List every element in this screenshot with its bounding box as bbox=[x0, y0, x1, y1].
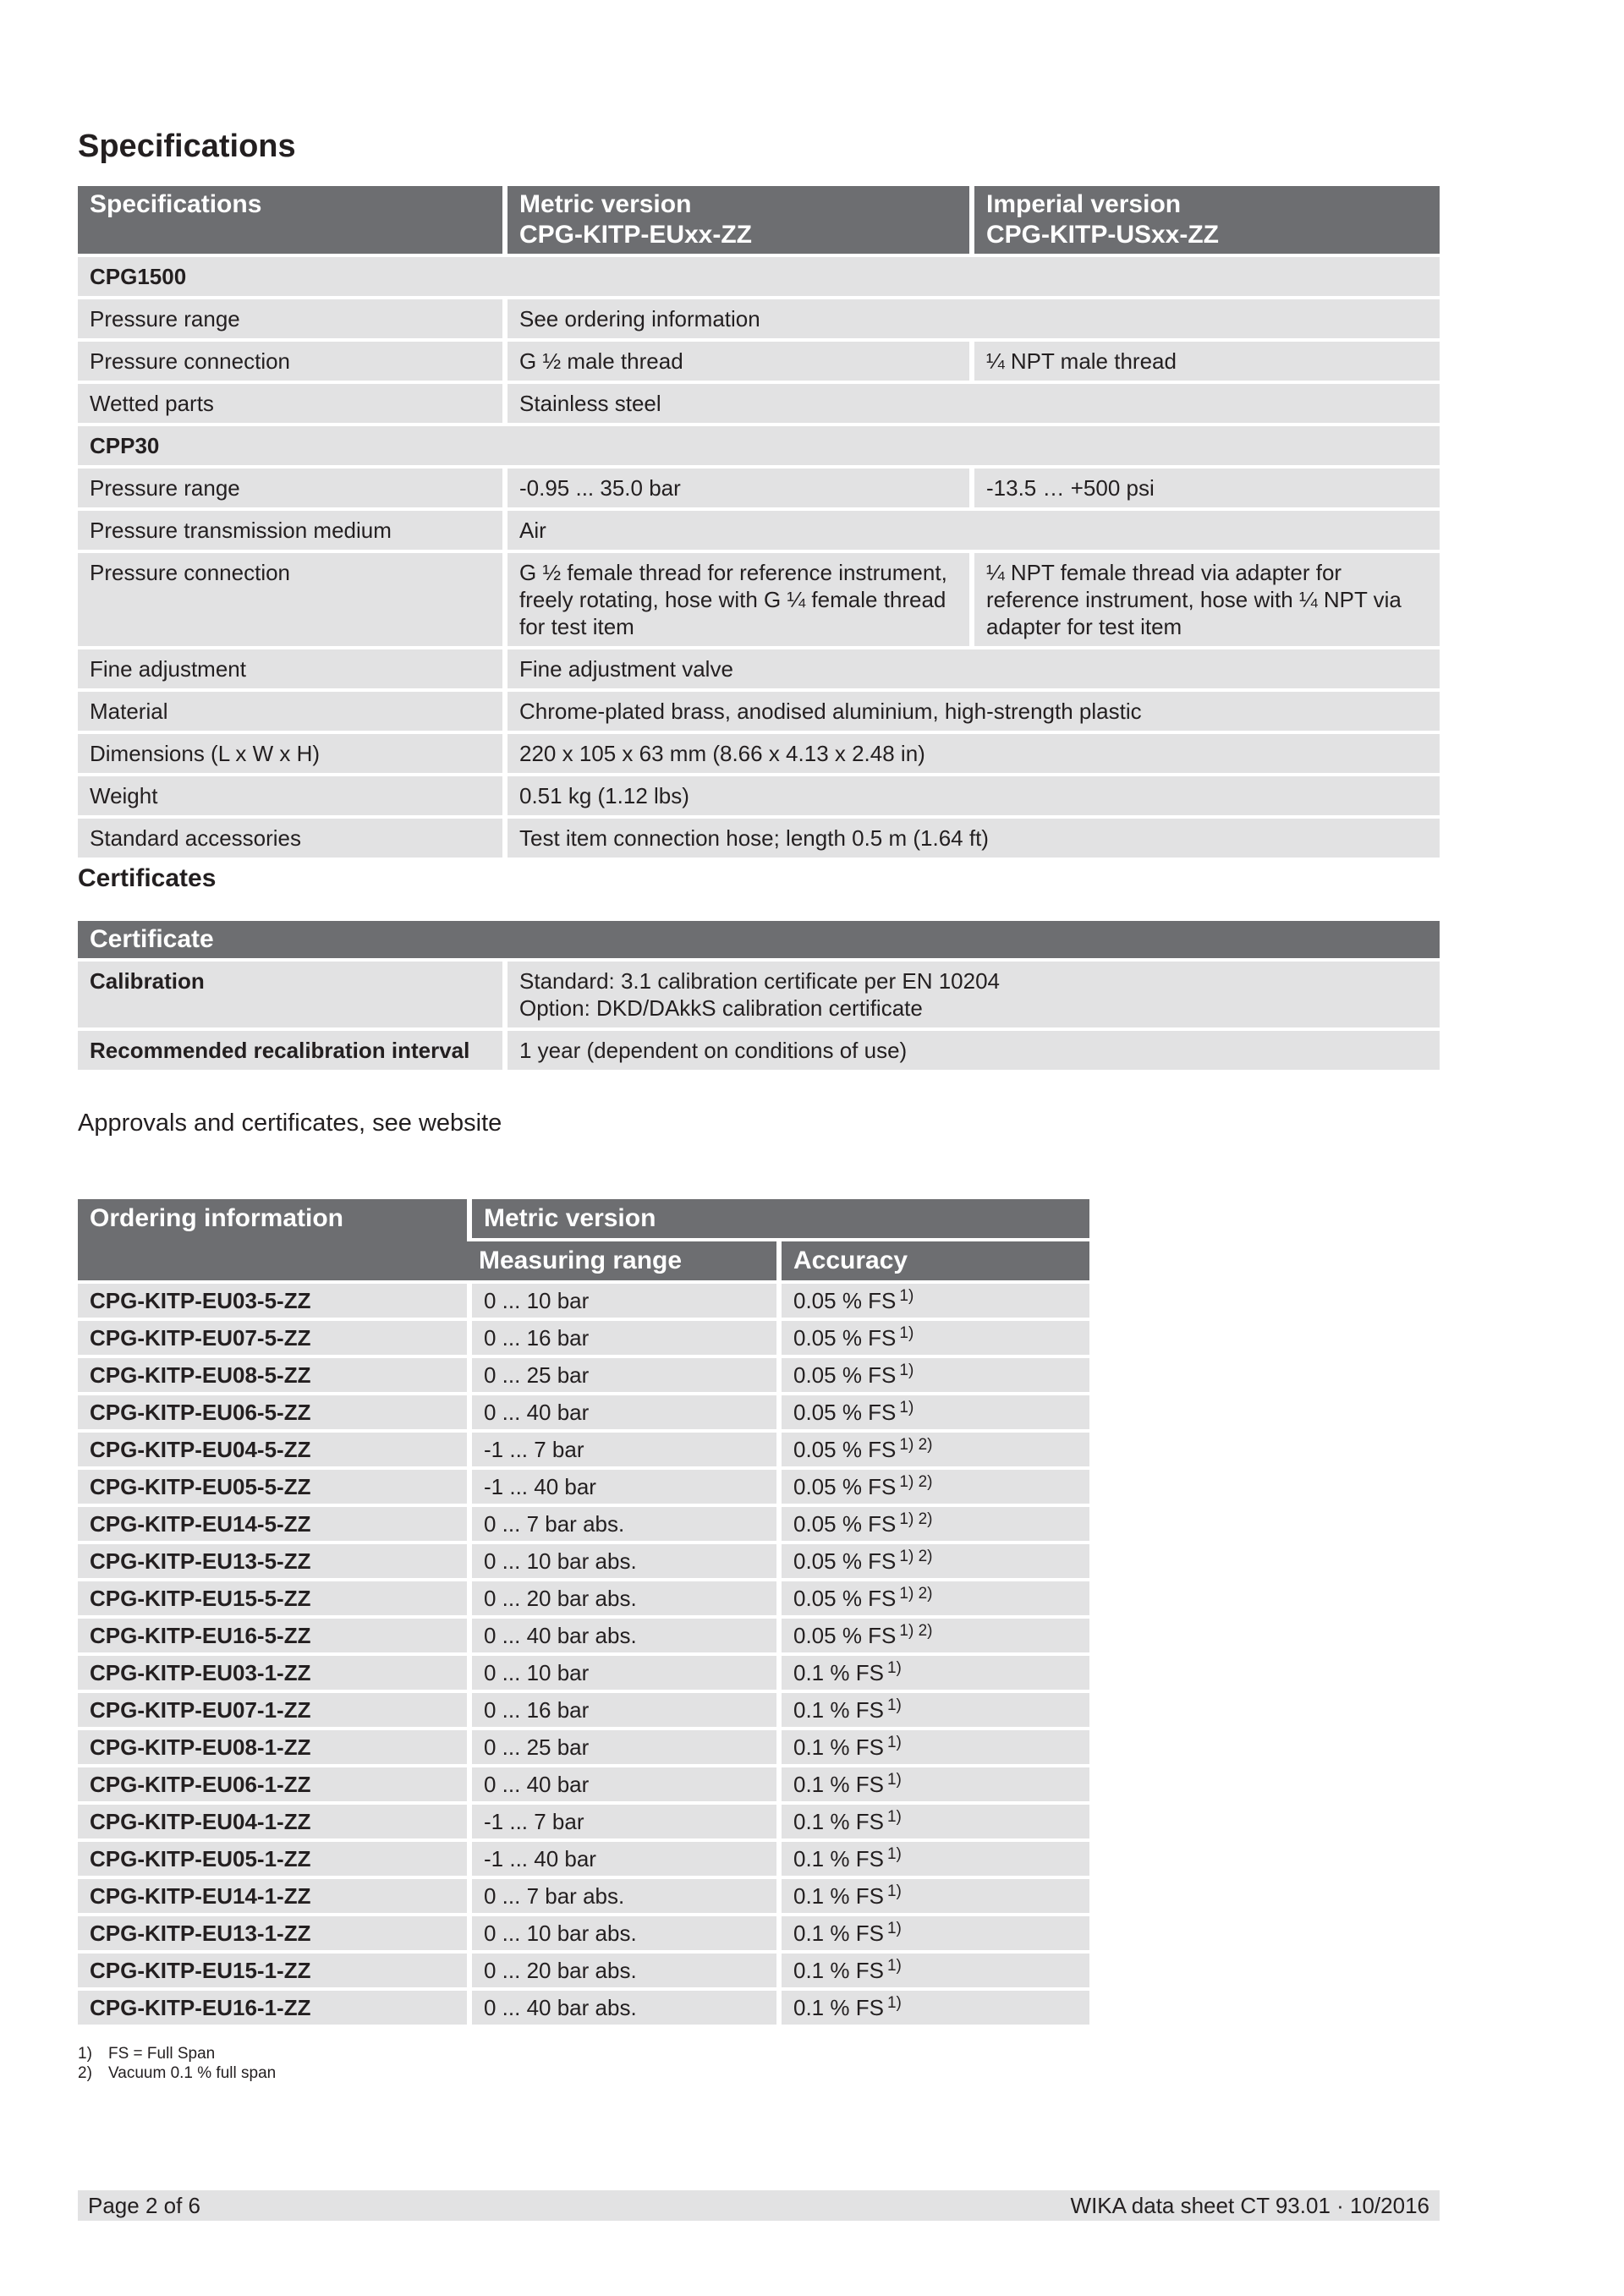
spec-row bbox=[78, 553, 1440, 646]
order-accuracy-cell bbox=[776, 1470, 1089, 1504]
spec-row bbox=[78, 299, 1440, 338]
spec-row bbox=[78, 776, 1440, 815]
order-accuracy: 0.1 % FS bbox=[793, 1772, 884, 1797]
order-accuracy-cell bbox=[776, 1544, 1089, 1578]
spec-value: Stainless steel bbox=[502, 384, 1440, 423]
order-accuracy: 0.1 % FS bbox=[793, 1995, 884, 2020]
order-range: 0 ... 7 bar abs. bbox=[467, 1879, 776, 1913]
page-footer bbox=[78, 2190, 1440, 2221]
order-accuracy: 0.1 % FS bbox=[793, 1921, 884, 1946]
spec-group-title: CPP30 bbox=[78, 426, 1440, 465]
certificates-table bbox=[78, 918, 1440, 1073]
page-number: Page 2 of 6 bbox=[88, 2193, 200, 2218]
order-footnote-ref: 1) 2) bbox=[899, 1585, 933, 1603]
order-row bbox=[78, 1656, 1089, 1690]
order-accuracy: 0.05 % FS bbox=[793, 1362, 897, 1388]
order-code: CPG-KITP-EU06-1-ZZ bbox=[78, 1767, 467, 1801]
order-row bbox=[78, 1544, 1089, 1578]
spec-value: 0.51 kg (1.12 lbs) bbox=[502, 776, 1440, 815]
order-range: 0 ... 20 bar abs. bbox=[467, 1954, 776, 1987]
spec-row bbox=[78, 511, 1440, 550]
spec-row bbox=[78, 469, 1440, 507]
order-accuracy: 0.05 % FS bbox=[793, 1437, 897, 1462]
cert-header-row bbox=[78, 921, 1440, 958]
order-range: 0 ... 40 bar bbox=[467, 1395, 776, 1429]
spec-label: Pressure connection bbox=[78, 553, 502, 646]
order-footnote-ref: 1) bbox=[886, 1734, 902, 1751]
spec-label: Pressure range bbox=[78, 469, 502, 507]
order-accuracy: 0.05 % FS bbox=[793, 1400, 897, 1425]
order-accuracy-cell bbox=[776, 1916, 1089, 1950]
order-range: -1 ... 7 bar bbox=[467, 1433, 776, 1466]
order-row bbox=[78, 1395, 1089, 1429]
order-row bbox=[78, 1730, 1089, 1764]
order-footnote-ref: 1) bbox=[899, 1324, 914, 1342]
order-accuracy: 0.05 % FS bbox=[793, 1623, 897, 1648]
order-range: 0 ... 7 bar abs. bbox=[467, 1507, 776, 1541]
spec-header-row bbox=[78, 186, 1440, 254]
order-accuracy: 0.05 % FS bbox=[793, 1474, 897, 1499]
ordering-table bbox=[78, 1196, 1089, 2028]
order-header-metric: Metric version bbox=[467, 1199, 1089, 1238]
footnote-number: 1) bbox=[78, 2045, 92, 2063]
spec-row bbox=[78, 819, 1440, 858]
order-footnote-ref: 1) bbox=[886, 1808, 902, 1826]
footnote-number: 2) bbox=[78, 2064, 92, 2082]
order-accuracy: 0.1 % FS bbox=[793, 1883, 884, 1909]
order-accuracy: 0.1 % FS bbox=[793, 1958, 884, 1983]
order-accuracy: 0.05 % FS bbox=[793, 1548, 897, 1574]
spec-value: Test item connection hose; length 0.5 m (1.64 ft) bbox=[502, 819, 1440, 858]
order-accuracy-cell bbox=[776, 1395, 1089, 1429]
spec-label: Standard accessories bbox=[78, 819, 502, 858]
certificates-heading: Certificates bbox=[78, 864, 217, 892]
order-range: 0 ... 10 bar bbox=[467, 1284, 776, 1318]
cert-row bbox=[78, 1031, 1440, 1070]
order-range: 0 ... 20 bar abs. bbox=[467, 1581, 776, 1615]
order-footnote-ref: 1) 2) bbox=[899, 1548, 933, 1565]
order-code: CPG-KITP-EU14-1-ZZ bbox=[78, 1879, 467, 1913]
order-footnote-ref: 1) bbox=[886, 1994, 902, 2012]
page-title: Specifications bbox=[78, 129, 296, 164]
spec-value: Air bbox=[502, 511, 1440, 550]
order-range: -1 ... 40 bar bbox=[467, 1842, 776, 1876]
order-row bbox=[78, 1842, 1089, 1876]
order-row bbox=[78, 1581, 1089, 1615]
order-footnote-ref: 1) bbox=[886, 1920, 902, 1937]
spec-group-title: CPG1500 bbox=[78, 257, 1440, 296]
spec-row bbox=[78, 342, 1440, 381]
order-footnote-ref: 1) bbox=[899, 1287, 914, 1305]
order-accuracy: 0.1 % FS bbox=[793, 1697, 884, 1723]
order-footnote-ref: 1) bbox=[886, 1882, 902, 1900]
order-header-row-1 bbox=[78, 1199, 1089, 1238]
spec-label: Pressure connection bbox=[78, 342, 502, 381]
spec-value: See ordering information bbox=[502, 299, 1440, 338]
spec-metric-value: G ½ female thread for reference instrument, freely rotating, hose with G ¼ female thread for test item bbox=[502, 553, 969, 646]
order-footnote-ref: 1) 2) bbox=[899, 1510, 933, 1528]
spec-imperial-value: -13.5 … +500 psi bbox=[969, 469, 1440, 507]
order-accuracy: 0.1 % FS bbox=[793, 1660, 884, 1685]
order-code: CPG-KITP-EU04-5-ZZ bbox=[78, 1433, 467, 1466]
order-accuracy: 0.1 % FS bbox=[793, 1809, 884, 1834]
order-code: CPG-KITP-EU15-1-ZZ bbox=[78, 1954, 467, 1987]
cert-label: Calibration bbox=[78, 962, 502, 1027]
order-footnote-ref: 1) bbox=[899, 1362, 914, 1379]
order-footnote-ref: 1) bbox=[899, 1399, 914, 1417]
order-accuracy: 0.05 % FS bbox=[793, 1511, 897, 1537]
order-code: CPG-KITP-EU16-5-ZZ bbox=[78, 1619, 467, 1652]
spec-group-row bbox=[78, 426, 1440, 465]
order-code: CPG-KITP-EU14-5-ZZ bbox=[78, 1507, 467, 1541]
spec-row bbox=[78, 734, 1440, 773]
spec-imperial-value: ¼ NPT male thread bbox=[969, 342, 1440, 381]
spec-metric-value: G ½ male thread bbox=[502, 342, 969, 381]
spec-label: Dimensions (L x W x H) bbox=[78, 734, 502, 773]
spec-header-specifications bbox=[78, 186, 502, 254]
order-code: CPG-KITP-EU07-5-ZZ bbox=[78, 1321, 467, 1355]
order-row bbox=[78, 1879, 1089, 1913]
order-range: 0 ... 10 bar abs. bbox=[467, 1544, 776, 1578]
order-code: CPG-KITP-EU04-1-ZZ bbox=[78, 1805, 467, 1838]
order-code: CPG-KITP-EU06-5-ZZ bbox=[78, 1395, 467, 1429]
spec-row bbox=[78, 384, 1440, 423]
spec-label: Weight bbox=[78, 776, 502, 815]
order-accuracy-cell bbox=[776, 1879, 1089, 1913]
order-accuracy: 0.1 % FS bbox=[793, 1846, 884, 1871]
order-row bbox=[78, 1619, 1089, 1652]
order-row bbox=[78, 1433, 1089, 1466]
order-code: CPG-KITP-EU03-1-ZZ bbox=[78, 1656, 467, 1690]
order-accuracy: 0.05 % FS bbox=[793, 1325, 897, 1351]
order-footnote-ref: 1) bbox=[886, 1771, 902, 1789]
order-footnote-ref: 1) bbox=[886, 1696, 902, 1714]
spec-row bbox=[78, 649, 1440, 688]
order-row bbox=[78, 1693, 1089, 1727]
order-accuracy: 0.05 % FS bbox=[793, 1288, 897, 1313]
order-accuracy-cell bbox=[776, 1507, 1089, 1541]
order-accuracy-cell bbox=[776, 1842, 1089, 1876]
order-range: 0 ... 25 bar bbox=[467, 1730, 776, 1764]
order-code: CPG-KITP-EU13-1-ZZ bbox=[78, 1916, 467, 1950]
order-range: 0 ... 16 bar bbox=[467, 1693, 776, 1727]
spec-label: Wetted parts bbox=[78, 384, 502, 423]
order-range: 0 ... 10 bar bbox=[467, 1656, 776, 1690]
spec-metric-value: -0.95 ... 35.0 bar bbox=[502, 469, 969, 507]
spec-header-metric: Metric version CPG-KITP-EUxx-ZZ bbox=[502, 186, 969, 254]
order-accuracy-cell bbox=[776, 1730, 1089, 1764]
cert-label: Recommended recalibration interval bbox=[78, 1031, 502, 1070]
spec-label: Pressure range bbox=[78, 299, 502, 338]
order-accuracy-cell bbox=[776, 1433, 1089, 1466]
order-code: CPG-KITP-EU03-5-ZZ bbox=[78, 1284, 467, 1318]
order-code: CPG-KITP-EU16-1-ZZ bbox=[78, 1991, 467, 2025]
footnotes bbox=[78, 2044, 276, 2083]
cert-value: Standard: 3.1 calibration certificate per EN 10204 Option: DKD/DAkkS calibration certificate bbox=[502, 962, 1440, 1027]
spec-value: Fine adjustment valve bbox=[502, 649, 1440, 688]
order-footnote-ref: 1) 2) bbox=[899, 1473, 933, 1491]
order-accuracy-cell bbox=[776, 1693, 1089, 1727]
order-accuracy-cell bbox=[776, 1581, 1089, 1615]
order-footnote-ref: 1) bbox=[886, 1659, 902, 1677]
order-accuracy-cell bbox=[776, 1619, 1089, 1652]
spec-imperial-value: ¼ NPT female thread via adapter for reference instrument, hose with ¼ NPT via adapter for test item bbox=[969, 553, 1440, 646]
order-code: CPG-KITP-EU08-1-ZZ bbox=[78, 1730, 467, 1764]
order-code: CPG-KITP-EU05-5-ZZ bbox=[78, 1470, 467, 1504]
order-code: CPG-KITP-EU15-5-ZZ bbox=[78, 1581, 467, 1615]
order-row bbox=[78, 1805, 1089, 1838]
order-row bbox=[78, 1767, 1089, 1801]
document-reference: WIKA data sheet CT 93.01 · 10/2016 bbox=[1070, 2193, 1429, 2218]
order-range: 0 ... 25 bar bbox=[467, 1358, 776, 1392]
order-accuracy-cell bbox=[776, 1656, 1089, 1690]
order-code: CPG-KITP-EU05-1-ZZ bbox=[78, 1842, 467, 1876]
order-row bbox=[78, 1321, 1089, 1355]
spec-header-imperial: Imperial version CPG-KITP-USxx-ZZ bbox=[969, 186, 1440, 254]
cert-row bbox=[78, 962, 1440, 1027]
order-row bbox=[78, 1507, 1089, 1541]
cert-header: Certificate bbox=[78, 921, 1440, 958]
footnote bbox=[78, 2044, 276, 2063]
order-accuracy-cell bbox=[776, 1358, 1089, 1392]
order-row bbox=[78, 1470, 1089, 1504]
order-code: CPG-KITP-EU13-5-ZZ bbox=[78, 1544, 467, 1578]
order-range: -1 ... 7 bar bbox=[467, 1805, 776, 1838]
order-range: 0 ... 16 bar bbox=[467, 1321, 776, 1355]
order-row bbox=[78, 1284, 1089, 1318]
spec-group-row bbox=[78, 257, 1440, 296]
order-code: CPG-KITP-EU07-1-ZZ bbox=[78, 1693, 467, 1727]
order-range: -1 ... 40 bar bbox=[467, 1470, 776, 1504]
spec-label: Pressure transmission medium bbox=[78, 511, 502, 550]
order-row bbox=[78, 1916, 1089, 1950]
order-range: 0 ... 10 bar abs. bbox=[467, 1916, 776, 1950]
order-range: 0 ... 40 bar abs. bbox=[467, 1619, 776, 1652]
order-accuracy: 0.05 % FS bbox=[793, 1586, 897, 1611]
order-header-code: Ordering information bbox=[78, 1199, 467, 1280]
order-header-accuracy: Accuracy bbox=[776, 1241, 1089, 1280]
order-accuracy-cell bbox=[776, 1805, 1089, 1838]
specifications-table bbox=[78, 183, 1440, 861]
order-accuracy-cell bbox=[776, 1991, 1089, 2025]
cert-value: 1 year (dependent on conditions of use) bbox=[502, 1031, 1440, 1070]
approvals-note: Approvals and certificates, see website bbox=[78, 1110, 502, 1137]
spec-label: Material bbox=[78, 692, 502, 731]
order-footnote-ref: 1) 2) bbox=[899, 1622, 933, 1640]
order-row bbox=[78, 1991, 1089, 2025]
order-footnote-ref: 1) bbox=[886, 1845, 902, 1863]
spec-label: Fine adjustment bbox=[78, 649, 502, 688]
spec-value: Chrome-plated brass, anodised aluminium, high-strength plastic bbox=[502, 692, 1440, 731]
order-accuracy-cell bbox=[776, 1767, 1089, 1801]
order-accuracy-cell bbox=[776, 1284, 1089, 1318]
order-code: CPG-KITP-EU08-5-ZZ bbox=[78, 1358, 467, 1392]
order-header-range: Measuring range bbox=[467, 1241, 776, 1280]
order-range: 0 ... 40 bar abs. bbox=[467, 1991, 776, 2025]
footnote-text: Vacuum 0.1 % full span bbox=[108, 2064, 277, 2082]
order-range: 0 ... 40 bar bbox=[467, 1767, 776, 1801]
order-row bbox=[78, 1358, 1089, 1392]
order-footnote-ref: 1) bbox=[886, 1957, 902, 1975]
spec-value: 220 x 105 x 63 mm (8.66 x 4.13 x 2.48 in) bbox=[502, 734, 1440, 773]
spec-header-label: Specifications bbox=[90, 190, 262, 218]
order-row bbox=[78, 1954, 1089, 1987]
order-footnote-ref: 1) 2) bbox=[899, 1436, 933, 1454]
order-accuracy-cell bbox=[776, 1321, 1089, 1355]
order-accuracy: 0.1 % FS bbox=[793, 1734, 884, 1760]
footnote bbox=[78, 2063, 276, 2083]
spec-row bbox=[78, 692, 1440, 731]
footnote-text: FS = Full Span bbox=[108, 2045, 216, 2063]
order-accuracy-cell bbox=[776, 1954, 1089, 1987]
